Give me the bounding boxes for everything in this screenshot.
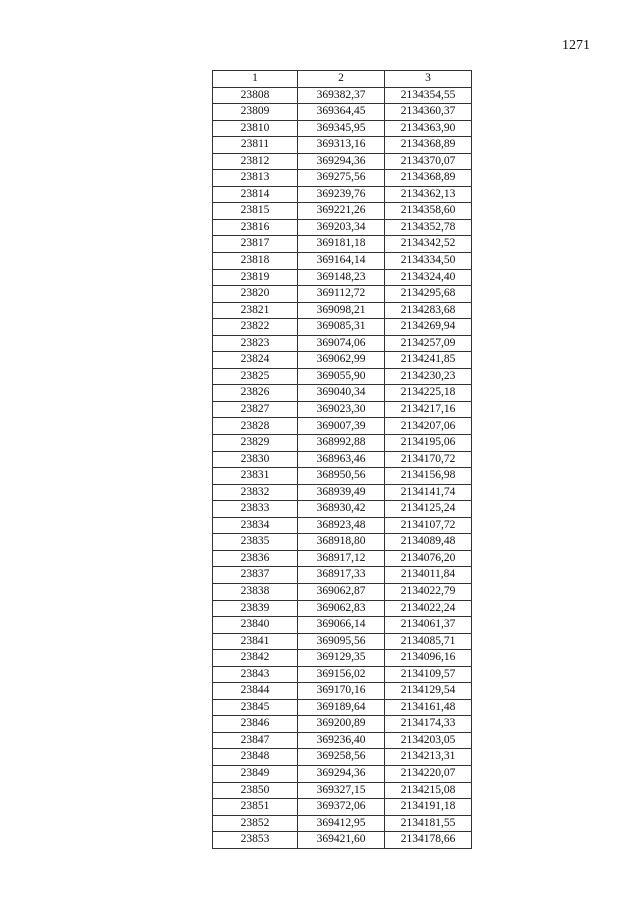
x-coordinate-cell: 369294,36	[298, 765, 385, 782]
point-number-cell: 23851	[213, 799, 298, 816]
point-number-cell: 23848	[213, 749, 298, 766]
x-coordinate-cell: 369055,90	[298, 368, 385, 385]
table-row	[213, 418, 472, 435]
point-number-cell: 23824	[213, 352, 298, 369]
y-coordinate-cell: 2134220,07	[385, 765, 472, 782]
point-number-cell: 23843	[213, 666, 298, 683]
y-coordinate-cell: 2134178,66	[385, 832, 472, 849]
table-row	[213, 716, 472, 733]
x-coordinate-cell: 369066,14	[298, 617, 385, 634]
y-coordinate-cell: 2134174,33	[385, 716, 472, 733]
table-row	[213, 666, 472, 683]
y-coordinate-cell: 2134011,84	[385, 567, 472, 584]
x-coordinate-cell: 369181,18	[298, 236, 385, 253]
x-coordinate-cell: 369221,26	[298, 203, 385, 220]
x-coordinate-cell: 369023,30	[298, 401, 385, 418]
column-header-2: 2	[298, 71, 385, 88]
table-row	[213, 286, 472, 303]
point-number-cell: 23813	[213, 170, 298, 187]
table-row	[213, 335, 472, 352]
x-coordinate-cell: 369275,56	[298, 170, 385, 187]
y-coordinate-cell: 2134203,05	[385, 732, 472, 749]
x-coordinate-cell: 368918,80	[298, 534, 385, 551]
table-row	[213, 583, 472, 600]
point-number-cell: 23828	[213, 418, 298, 435]
page-number: 1271	[562, 38, 590, 53]
table-row	[213, 137, 472, 154]
point-number-cell: 23833	[213, 501, 298, 518]
table-row	[213, 765, 472, 782]
y-coordinate-cell: 2134125,24	[385, 501, 472, 518]
point-number-cell: 23818	[213, 253, 298, 270]
y-coordinate-cell: 2134269,94	[385, 319, 472, 336]
x-coordinate-cell: 369236,40	[298, 732, 385, 749]
y-coordinate-cell: 2134213,31	[385, 749, 472, 766]
table-row	[213, 484, 472, 501]
table-row	[213, 352, 472, 369]
x-coordinate-cell: 369164,14	[298, 253, 385, 270]
table-body	[213, 87, 472, 848]
y-coordinate-cell: 2134191,18	[385, 799, 472, 816]
y-coordinate-cell: 2134156,98	[385, 468, 472, 485]
point-number-cell: 23846	[213, 716, 298, 733]
y-coordinate-cell: 2134217,16	[385, 401, 472, 418]
point-number-cell: 23850	[213, 782, 298, 799]
y-coordinate-cell: 2134354,55	[385, 87, 472, 104]
y-coordinate-cell: 2134085,71	[385, 633, 472, 650]
y-coordinate-cell: 2134207,06	[385, 418, 472, 435]
y-coordinate-cell: 2134161,48	[385, 699, 472, 716]
table-row	[213, 385, 472, 402]
y-coordinate-cell: 2134352,78	[385, 219, 472, 236]
table-row	[213, 567, 472, 584]
x-coordinate-cell: 369345,95	[298, 120, 385, 137]
x-coordinate-cell: 369170,16	[298, 683, 385, 700]
table-row	[213, 186, 472, 203]
y-coordinate-cell: 2134283,68	[385, 302, 472, 319]
x-coordinate-cell: 368950,56	[298, 468, 385, 485]
x-coordinate-cell: 369098,21	[298, 302, 385, 319]
point-number-cell: 23829	[213, 435, 298, 452]
y-coordinate-cell: 2134076,20	[385, 550, 472, 567]
column-header-3: 3	[385, 71, 472, 88]
table-row	[213, 617, 472, 634]
y-coordinate-cell: 2134225,18	[385, 385, 472, 402]
y-coordinate-cell: 2134334,50	[385, 253, 472, 270]
x-coordinate-cell: 369364,45	[298, 104, 385, 121]
y-coordinate-cell: 2134370,07	[385, 153, 472, 170]
y-coordinate-cell: 2134358,60	[385, 203, 472, 220]
coordinates-table	[212, 70, 472, 849]
table-row	[213, 269, 472, 286]
x-coordinate-cell: 368992,88	[298, 435, 385, 452]
point-number-cell: 23841	[213, 633, 298, 650]
point-number-cell: 23811	[213, 137, 298, 154]
x-coordinate-cell: 369189,64	[298, 699, 385, 716]
point-number-cell: 23847	[213, 732, 298, 749]
table-row	[213, 153, 472, 170]
point-number-cell: 23835	[213, 534, 298, 551]
y-coordinate-cell: 2134360,37	[385, 104, 472, 121]
table-row	[213, 87, 472, 104]
point-number-cell: 23852	[213, 815, 298, 832]
x-coordinate-cell: 369129,35	[298, 650, 385, 667]
x-coordinate-cell: 369313,16	[298, 137, 385, 154]
table-row	[213, 319, 472, 336]
table-row	[213, 749, 472, 766]
x-coordinate-cell: 369203,34	[298, 219, 385, 236]
x-coordinate-cell: 368930,42	[298, 501, 385, 518]
table-row	[213, 815, 472, 832]
x-coordinate-cell: 369156,02	[298, 666, 385, 683]
column-header-1: 1	[213, 71, 298, 88]
table-row	[213, 633, 472, 650]
y-coordinate-cell: 2134109,57	[385, 666, 472, 683]
y-coordinate-cell: 2134022,79	[385, 583, 472, 600]
table-row	[213, 219, 472, 236]
point-number-cell: 23816	[213, 219, 298, 236]
table-row	[213, 517, 472, 534]
x-coordinate-cell: 369074,06	[298, 335, 385, 352]
table-row	[213, 368, 472, 385]
point-number-cell: 23831	[213, 468, 298, 485]
point-number-cell: 23810	[213, 120, 298, 137]
point-number-cell: 23808	[213, 87, 298, 104]
y-coordinate-cell: 2134181,55	[385, 815, 472, 832]
y-coordinate-cell: 2134230,23	[385, 368, 472, 385]
table-row	[213, 302, 472, 319]
y-coordinate-cell: 2134089,48	[385, 534, 472, 551]
table-row	[213, 435, 472, 452]
table-row	[213, 550, 472, 567]
x-coordinate-cell: 369412,95	[298, 815, 385, 832]
table-row	[213, 170, 472, 187]
y-coordinate-cell: 2134324,40	[385, 269, 472, 286]
y-coordinate-cell: 2134363,90	[385, 120, 472, 137]
table-row	[213, 600, 472, 617]
x-coordinate-cell: 369239,76	[298, 186, 385, 203]
x-coordinate-cell: 369421,60	[298, 832, 385, 849]
table-header	[213, 71, 472, 88]
y-coordinate-cell: 2134368,89	[385, 137, 472, 154]
x-coordinate-cell: 369372,06	[298, 799, 385, 816]
point-number-cell: 23845	[213, 699, 298, 716]
point-number-cell: 23823	[213, 335, 298, 352]
x-coordinate-cell: 369062,83	[298, 600, 385, 617]
table-row	[213, 683, 472, 700]
y-coordinate-cell: 2134257,09	[385, 335, 472, 352]
point-number-cell: 23839	[213, 600, 298, 617]
x-coordinate-cell: 369148,23	[298, 269, 385, 286]
y-coordinate-cell: 2134170,72	[385, 451, 472, 468]
table-row	[213, 650, 472, 667]
point-number-cell: 23815	[213, 203, 298, 220]
x-coordinate-cell: 369085,31	[298, 319, 385, 336]
point-number-cell: 23817	[213, 236, 298, 253]
x-coordinate-cell: 369112,72	[298, 286, 385, 303]
table-row	[213, 468, 472, 485]
point-number-cell: 23814	[213, 186, 298, 203]
table-row	[213, 732, 472, 749]
y-coordinate-cell: 2134141,74	[385, 484, 472, 501]
y-coordinate-cell: 2134195,06	[385, 435, 472, 452]
y-coordinate-cell: 2134096,16	[385, 650, 472, 667]
y-coordinate-cell: 2134022,24	[385, 600, 472, 617]
point-number-cell: 23838	[213, 583, 298, 600]
x-coordinate-cell: 369327,15	[298, 782, 385, 799]
point-number-cell: 23826	[213, 385, 298, 402]
header-row	[213, 71, 472, 88]
table-row	[213, 203, 472, 220]
table-row	[213, 253, 472, 270]
point-number-cell: 23840	[213, 617, 298, 634]
table-row	[213, 120, 472, 137]
y-coordinate-cell: 2134061,37	[385, 617, 472, 634]
y-coordinate-cell: 2134241,85	[385, 352, 472, 369]
point-number-cell: 23827	[213, 401, 298, 418]
point-number-cell: 23820	[213, 286, 298, 303]
x-coordinate-cell: 368939,49	[298, 484, 385, 501]
x-coordinate-cell: 369062,99	[298, 352, 385, 369]
x-coordinate-cell: 369062,87	[298, 583, 385, 600]
point-number-cell: 23844	[213, 683, 298, 700]
point-number-cell: 23812	[213, 153, 298, 170]
table-row	[213, 501, 472, 518]
x-coordinate-cell: 369258,56	[298, 749, 385, 766]
x-coordinate-cell: 369007,39	[298, 418, 385, 435]
x-coordinate-cell: 369382,37	[298, 87, 385, 104]
point-number-cell: 23825	[213, 368, 298, 385]
y-coordinate-cell: 2134215,08	[385, 782, 472, 799]
table-row	[213, 104, 472, 121]
table-row	[213, 699, 472, 716]
x-coordinate-cell: 369200,89	[298, 716, 385, 733]
x-coordinate-cell: 368963,46	[298, 451, 385, 468]
y-coordinate-cell: 2134295,68	[385, 286, 472, 303]
x-coordinate-cell: 369294,36	[298, 153, 385, 170]
point-number-cell: 23819	[213, 269, 298, 286]
table-row	[213, 451, 472, 468]
point-number-cell: 23830	[213, 451, 298, 468]
table-row	[213, 782, 472, 799]
x-coordinate-cell: 368923,48	[298, 517, 385, 534]
x-coordinate-cell: 369095,56	[298, 633, 385, 650]
x-coordinate-cell: 369040,34	[298, 385, 385, 402]
table-row	[213, 799, 472, 816]
point-number-cell: 23832	[213, 484, 298, 501]
x-coordinate-cell: 368917,33	[298, 567, 385, 584]
y-coordinate-cell: 2134107,72	[385, 517, 472, 534]
point-number-cell: 23834	[213, 517, 298, 534]
y-coordinate-cell: 2134368,89	[385, 170, 472, 187]
point-number-cell: 23821	[213, 302, 298, 319]
point-number-cell: 23836	[213, 550, 298, 567]
point-number-cell: 23853	[213, 832, 298, 849]
point-number-cell: 23809	[213, 104, 298, 121]
x-coordinate-cell: 368917,12	[298, 550, 385, 567]
point-number-cell: 23822	[213, 319, 298, 336]
y-coordinate-cell: 2134129,54	[385, 683, 472, 700]
table-row	[213, 236, 472, 253]
point-number-cell: 23849	[213, 765, 298, 782]
table-row	[213, 832, 472, 849]
y-coordinate-cell: 2134362,13	[385, 186, 472, 203]
point-number-cell: 23842	[213, 650, 298, 667]
point-number-cell: 23837	[213, 567, 298, 584]
table-row	[213, 534, 472, 551]
y-coordinate-cell: 2134342,52	[385, 236, 472, 253]
table-row	[213, 401, 472, 418]
